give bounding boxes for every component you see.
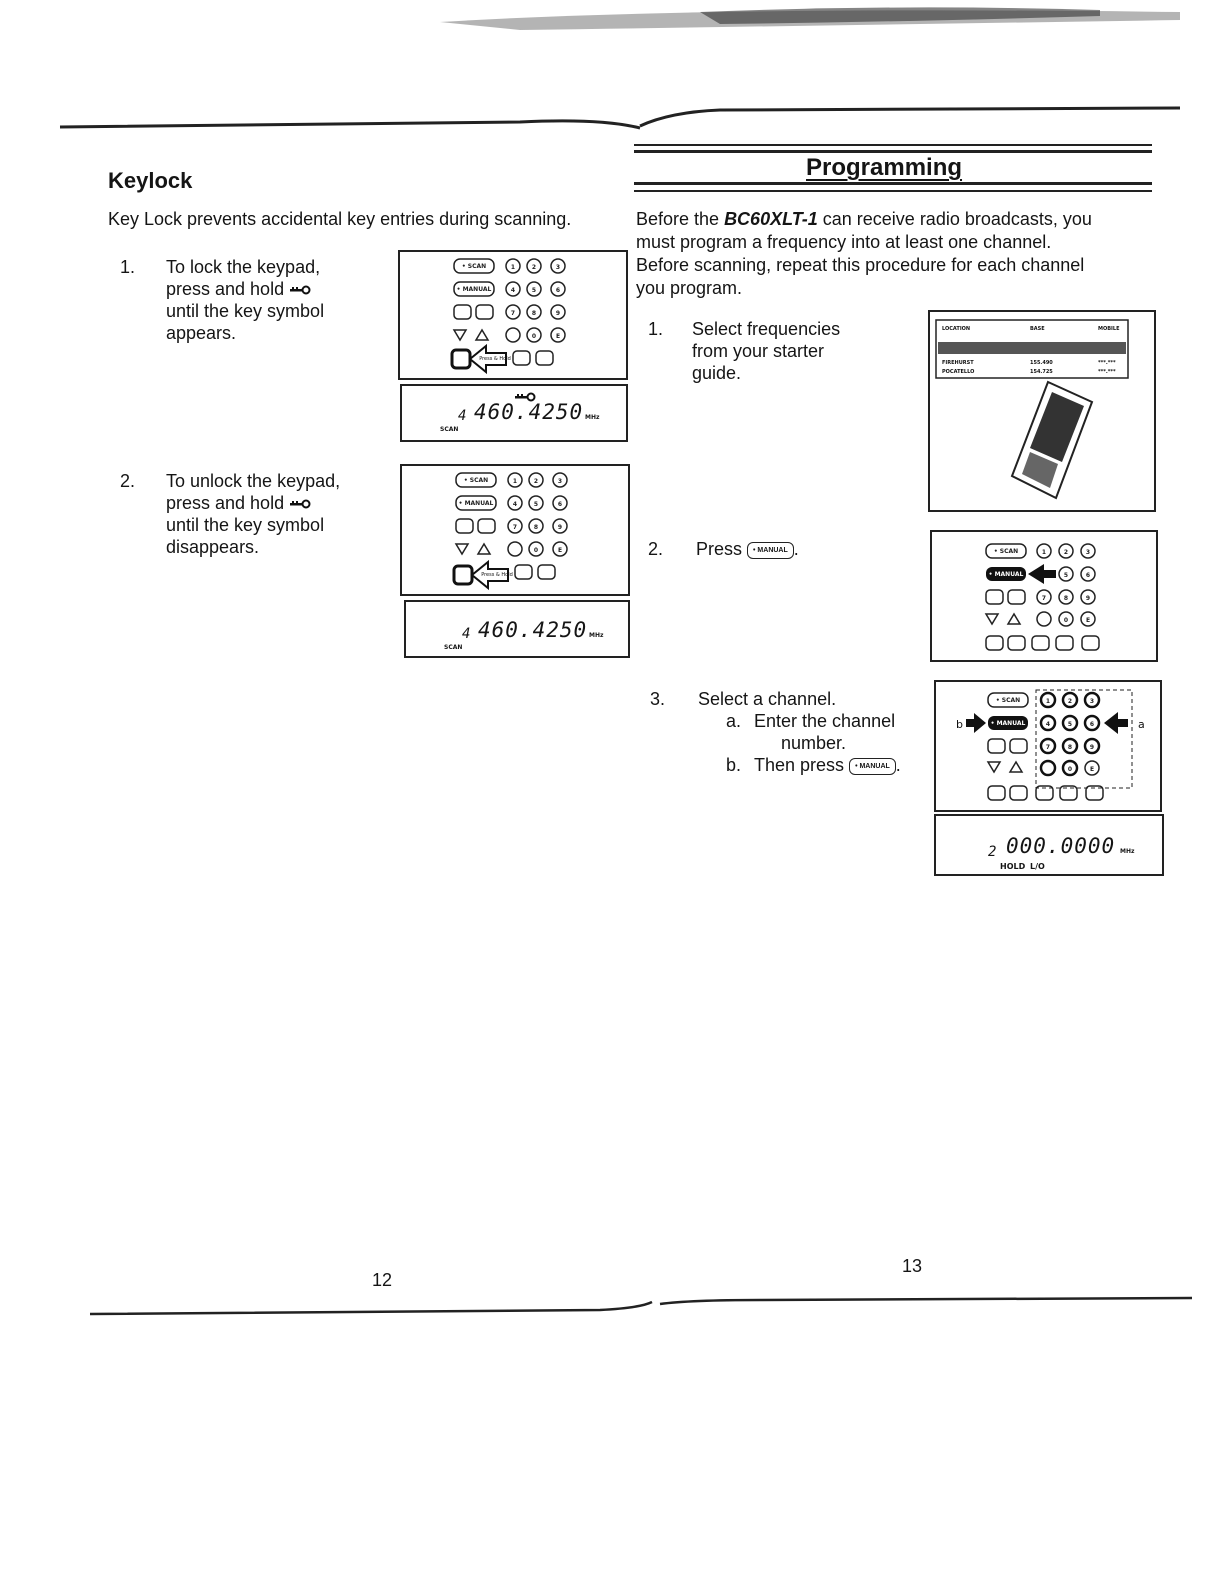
keypad-digit: E — [557, 547, 563, 554]
keypad-digit: 3 — [1085, 549, 1091, 556]
keypad-figure-unlock — [400, 464, 630, 596]
guide-header: MOBILE — [1098, 326, 1120, 332]
lcd-mode: SCAN — [440, 426, 459, 433]
keypad-digit: 5 — [531, 287, 537, 294]
page-number-left: 12 — [372, 1270, 393, 1290]
keypad-figure-channel — [934, 680, 1162, 812]
keylock-step-2 — [120, 470, 380, 570]
keypad-digit: 6 — [1089, 721, 1095, 728]
arrow-icon-b — [966, 713, 986, 733]
keypad-digit: 7 — [510, 310, 516, 317]
keypad-digit: 7 — [1041, 595, 1047, 602]
lock-key — [452, 350, 470, 368]
keypad-figure-manual — [930, 530, 1158, 662]
step-number: 3. — [650, 689, 666, 709]
keypad-digit: 1 — [1045, 698, 1051, 705]
press-hold-label: Press & Hold — [481, 572, 513, 578]
keypad-digit: 2 — [1067, 698, 1073, 705]
guide-cell: 155.490 — [1030, 360, 1053, 366]
keypad-digit: 0 — [531, 333, 537, 340]
keypad-figure-lock — [398, 250, 628, 380]
manual-key-inline: • MANUAL — [747, 542, 794, 559]
keypad-illustration — [400, 252, 626, 378]
lcd-display-channel — [934, 814, 1164, 876]
keypad-digit: E — [1089, 766, 1095, 773]
keypad-digit: 3 — [555, 264, 561, 271]
keypad-digit: 7 — [512, 524, 518, 531]
lcd-channel: 4 — [462, 626, 471, 642]
keypad-digit: E — [555, 333, 561, 340]
keypad-digit: 6 — [1085, 572, 1091, 579]
keypad-digit: 8 — [533, 524, 539, 531]
lcd-lo-label: L/O — [1030, 862, 1045, 871]
keypad-digit: 1 — [512, 478, 518, 485]
keypad-illustration — [936, 682, 1160, 810]
footer-decoration — [0, 1290, 1224, 1320]
keypad-manual-label: • MANUAL — [456, 286, 492, 293]
programming-step-1: 1. Select frequencies from your starter guide. — [648, 319, 841, 383]
keypad-illustration — [402, 466, 628, 594]
page-number-right: 13 — [902, 1256, 923, 1276]
keypad-digit: 0 — [533, 547, 539, 554]
keypad-digit: 9 — [555, 310, 561, 317]
key-icon — [289, 499, 311, 509]
keypad-digit: 3 — [557, 478, 563, 485]
press-hold-label: Press & Hold — [479, 356, 511, 362]
keypad-digit: 5 — [1063, 572, 1069, 579]
lcd-channel: 2 — [988, 844, 997, 860]
step-line: To lock the keypad, — [166, 257, 321, 277]
programming-step-3: 3. Select a channel. a. Enter the channel number. b. Then press • MANUAL . — [650, 689, 901, 775]
guide-cell: ***.*** — [1098, 360, 1116, 366]
callout-a: a — [1138, 718, 1145, 731]
guide-cell: FIREHURST — [942, 360, 974, 366]
header-decoration — [0, 0, 1224, 140]
arrow-icon — [1028, 564, 1056, 584]
programming-step-2: 2. Press • MANUAL . — [648, 539, 799, 559]
substep-b: b. Then press • MANUAL . — [726, 755, 901, 775]
step-number: 2. — [120, 471, 136, 491]
step-line: until the key symbol — [166, 515, 325, 535]
keypad-scan-label: • SCAN — [463, 477, 489, 484]
lcd-frequency: 460.4250 — [474, 400, 584, 424]
lcd-unit: MHz — [589, 632, 604, 639]
keypad-digit: 2 — [533, 478, 539, 485]
lcd-channel: 4 — [458, 408, 467, 424]
keypad-manual-label: • MANUAL — [988, 571, 1024, 578]
keypad-digit: 8 — [1067, 744, 1073, 751]
key-icon — [289, 285, 311, 295]
keypad-digit: E — [1085, 617, 1091, 624]
lcd-frequency: 460.4250 — [478, 618, 588, 642]
frequency-guide-illustration — [930, 312, 1154, 510]
manual-key-inline: • MANUAL — [849, 758, 896, 775]
keypad-scan-label: • SCAN — [993, 548, 1019, 555]
keypad-digit: 9 — [1089, 744, 1095, 751]
keypad-digit: 8 — [1063, 595, 1069, 602]
guide-cell: ***.*** — [1098, 369, 1116, 375]
lcd-display-lock — [400, 384, 628, 442]
keypad-digit: 4 — [510, 287, 516, 294]
guide-cell: 154.725 — [1030, 369, 1053, 375]
section-title-programming: Programming — [806, 154, 963, 181]
keypad-digit: 1 — [510, 264, 516, 271]
keypad-digit: 5 — [1067, 721, 1073, 728]
step-number: 1. — [120, 257, 136, 277]
keypad-digit: 0 — [1067, 766, 1073, 773]
keylock-step-1 — [120, 256, 380, 356]
keypad-digit: 8 — [531, 310, 537, 317]
substep-a: a. Enter the channel number. — [726, 711, 896, 753]
lcd-unit: MHz — [1120, 848, 1135, 855]
callout-b: b — [956, 718, 963, 731]
arrow-icon-a — [1104, 712, 1128, 734]
starter-guide-figure — [928, 310, 1156, 512]
step-number: 2. — [648, 539, 664, 559]
lock-key — [454, 566, 472, 584]
keypad-digit: 3 — [1089, 698, 1095, 705]
keypad-digit: 2 — [1063, 549, 1069, 556]
keypad-digit: 2 — [531, 264, 537, 271]
keypad-digit: 4 — [512, 501, 518, 508]
keypad-digit: 9 — [557, 524, 563, 531]
step-line: disappears. — [166, 537, 260, 557]
keypad-illustration — [932, 532, 1156, 660]
keypad-scan-label: • SCAN — [461, 263, 487, 270]
keypad-manual-label: • MANUAL — [458, 500, 494, 507]
lcd-display-unlock — [404, 600, 630, 658]
lcd-frequency: 000.0000 — [1006, 834, 1116, 858]
keypad-digit: 1 — [1041, 549, 1047, 556]
model-name: BC60XLT-1 — [724, 209, 818, 229]
step-line: appears. — [166, 323, 237, 343]
keylock-intro: Key Lock prevents accidental key entries during scanning. — [108, 209, 572, 229]
step-number: 1. — [648, 319, 664, 339]
lcd-mode: SCAN — [444, 644, 463, 651]
guide-cell: POCATELLO — [942, 369, 975, 375]
step-line: press and hold — [166, 278, 324, 300]
lcd-hold-label: HOLD — [1000, 862, 1026, 871]
programming-intro: Before the BC60XLT-1 can receive radio broadcasts, you must program a frequency into at least one channel. Before scanning, repeat this procedure for each channel you program. — [636, 209, 1092, 298]
keypad-digit: 6 — [555, 287, 561, 294]
keypad-digit: 6 — [557, 501, 563, 508]
keypad-scan-label: • SCAN — [995, 697, 1021, 704]
keypad-digit: 4 — [1045, 721, 1051, 728]
keypad-digit: 5 — [533, 501, 539, 508]
step-line: press and hold — [166, 492, 340, 514]
lcd-unit: MHz — [585, 414, 600, 421]
keypad-manual-label: • MANUAL — [990, 720, 1026, 727]
guide-header: BASE — [1030, 326, 1045, 332]
guide-header: LOCATION — [942, 326, 971, 332]
starter-guide-booklet — [1012, 382, 1092, 498]
section-title-keylock: Keylock — [108, 168, 193, 193]
keypad-digit: 0 — [1063, 617, 1069, 624]
keypad-digit: 9 — [1085, 595, 1091, 602]
keypad-digit: 7 — [1045, 744, 1051, 751]
step-line: until the key symbol — [166, 301, 325, 321]
step-line: To unlock the keypad, — [166, 471, 341, 491]
